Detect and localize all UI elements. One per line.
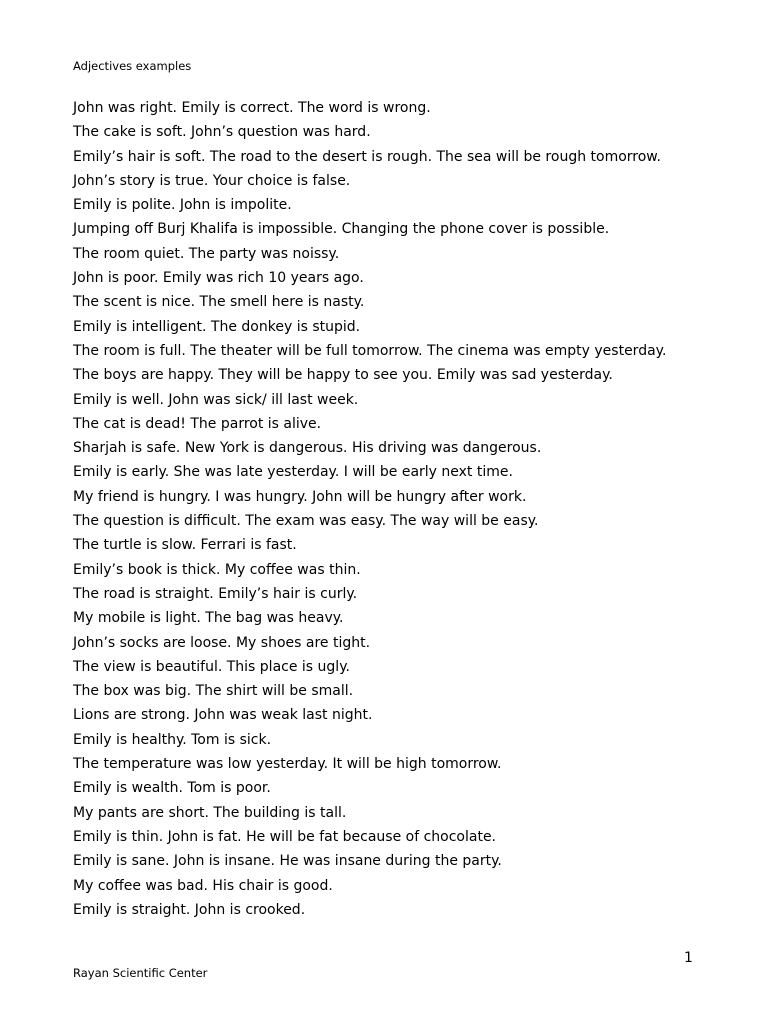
- document-header: Adjectives examples: [73, 59, 192, 73]
- sentence-line: The box was big. The shirt will be small.: [73, 683, 354, 700]
- sentence-line: Emily is healthy. Tom is sick.: [73, 731, 272, 748]
- sentence-line: Emily is intelligent. The donkey is stupid.: [73, 318, 361, 335]
- sentence-line: The turtle is slow. Ferrari is fast.: [73, 537, 297, 554]
- sentence-line: John was right. Emily is correct. The word is wrong.: [73, 100, 431, 116]
- sentence-line: The room quiet. The party was noissy.: [73, 245, 340, 262]
- sentence-list: [73, 96, 666, 922]
- sentence-line: My mobile is light. The bag was heavy.: [73, 610, 344, 627]
- page-number: 1: [684, 950, 693, 966]
- sentence-line: The boys are happy. They will be happy to see you. Emily was sad yesterday.: [73, 367, 613, 384]
- sentence-line: Emily is well. John was sick/ ill last week.: [73, 391, 359, 408]
- sentence-line: Emily is straight. John is crooked.: [73, 901, 306, 918]
- sentence-line: Emily’s hair is soft. The road to the desert is rough. The sea will be rough tomorrow.: [73, 148, 661, 165]
- sentence-line: Emily is thin. John is fat. He will be fat because of chocolate.: [73, 828, 497, 845]
- sentence-line: Emily is early. She was late yesterday. I will be early next time.: [73, 464, 513, 481]
- sentence-line: My pants are short. The building is tall.: [73, 804, 347, 821]
- sentence-line: Sharjah is safe. New York is dangerous. His driving was dangerous.: [73, 440, 542, 457]
- sentence-line: The room is full. The theater will be full tomorrow. The cinema was empty yesterday.: [73, 342, 667, 359]
- sentence-line: My coffee was bad. His chair is good.: [73, 877, 333, 894]
- sentence-line: John’s story is true. Your choice is false.: [73, 172, 351, 189]
- sentence-line: John’s socks are loose. My shoes are tight.: [73, 634, 371, 651]
- sentence-line: The cat is dead! The parrot is alive.: [73, 415, 322, 432]
- sentence-line: Emily is polite. John is impolite.: [73, 197, 292, 214]
- document-footer: Rayan Scientific Center: [73, 966, 208, 980]
- sentence-line: Jumping off Burj Khalifa is impossible. Changing the phone cover is possible.: [73, 221, 610, 238]
- sentence-line: My friend is hungry. I was hungry. John will be hungry after work.: [73, 488, 527, 505]
- sentence-line: The road is straight. Emily’s hair is curly.: [73, 585, 358, 602]
- sentence-line: Lions are strong. John was weak last night.: [73, 707, 373, 724]
- sentence-line: The question is difficult. The exam was easy. The way will be easy.: [73, 513, 539, 530]
- sentence-line: The cake is soft. John’s question was hard.: [73, 124, 371, 141]
- sentence-line: Emily is wealth. Tom is poor.: [73, 780, 271, 797]
- sentence-line: Emily is sane. John is insane. He was insane during the party.: [73, 853, 502, 870]
- sentence-line: The scent is nice. The smell here is nasty.: [73, 294, 365, 311]
- sentence-line: Emily’s book is thick. My coffee was thin.: [73, 561, 361, 578]
- sentence-line: John is poor. Emily was rich 10 years ago.: [73, 270, 364, 287]
- sentence-line: The temperature was low yesterday. It will be high tomorrow.: [73, 756, 502, 773]
- sentence-line: The view is beautiful. This place is ugly.: [73, 658, 350, 675]
